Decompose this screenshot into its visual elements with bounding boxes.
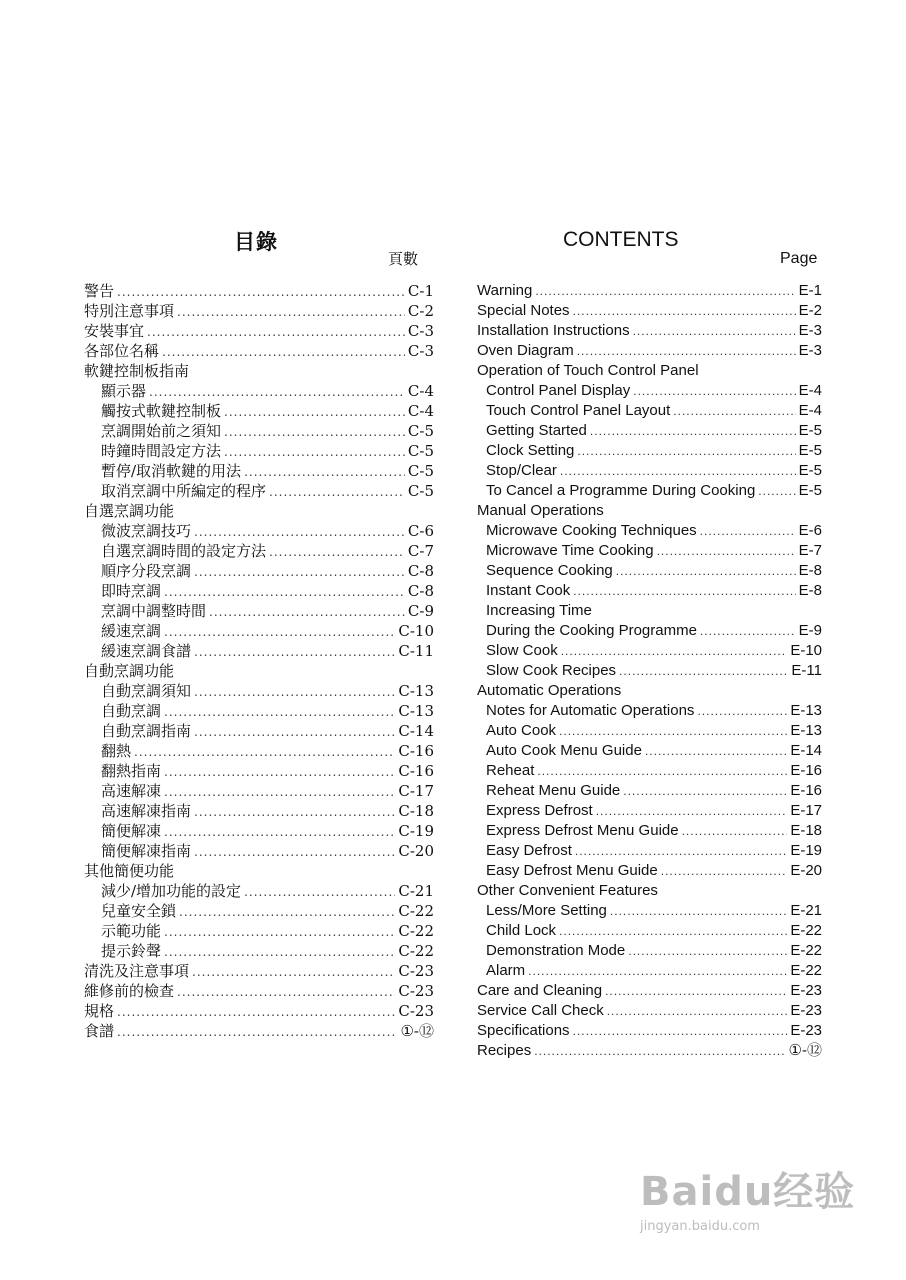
toc-entry-label: 食譜 xyxy=(84,1022,115,1040)
dot-leader xyxy=(244,882,395,902)
toc-entry-page: C-19 xyxy=(398,822,434,840)
toc-entry-label: 微波烹調技巧 xyxy=(101,522,192,540)
toc-entry-page: E-16 xyxy=(790,782,822,799)
toc-entry xyxy=(84,681,434,701)
toc-entry-label: 緩速烹調食譜 xyxy=(101,642,192,660)
toc-entry-page: C-5 xyxy=(407,482,434,500)
toc-entry xyxy=(84,801,434,821)
toc-entry-label: 其他簡便功能 xyxy=(84,862,175,880)
toc-entry xyxy=(477,821,822,841)
toc-entry-label: 緩速烹調 xyxy=(101,622,162,640)
toc-entry-label: Easy Defrost xyxy=(486,842,572,859)
toc-entry xyxy=(477,781,822,801)
dot-leader xyxy=(164,582,405,602)
toc-entry-label: Stop/Clear xyxy=(486,462,557,479)
toc-entry-page: C-16 xyxy=(398,742,434,760)
dot-leader xyxy=(645,741,787,761)
dot-leader xyxy=(194,562,405,582)
dot-leader xyxy=(633,381,795,401)
toc-entry xyxy=(477,641,822,661)
toc-entry-page: C-4 xyxy=(407,402,434,420)
toc-entry-label: During the Cooking Programme xyxy=(486,622,697,639)
toc-entry-label: Auto Cook xyxy=(486,722,557,739)
toc-entry xyxy=(477,761,822,781)
toc-entry-label: 簡便解凍 xyxy=(101,822,162,840)
dot-leader xyxy=(628,941,787,961)
toc-entry xyxy=(477,841,822,861)
toc-entry-page: C-17 xyxy=(398,782,434,800)
toc-entry xyxy=(477,401,822,421)
toc-entry xyxy=(477,301,822,321)
toc-entry-label: Specifications xyxy=(477,1022,570,1039)
toc-entry xyxy=(84,921,434,941)
toc-entry-label: Installation Instructions xyxy=(477,322,630,339)
toc-entry-label: Slow Cook xyxy=(486,642,558,659)
toc-entry xyxy=(84,421,434,441)
toc-entry xyxy=(84,281,434,301)
toc-entry-label: Special Notes xyxy=(477,302,570,319)
toc-entry-label: 自動烹調須知 xyxy=(101,682,192,700)
toc-entry-label: Service Call Check xyxy=(477,1002,604,1019)
toc-entry xyxy=(477,921,822,941)
toc-entry-page: E-22 xyxy=(790,942,822,959)
dot-leader xyxy=(117,1022,397,1042)
chinese-page-header: 頁數 xyxy=(388,250,419,268)
english-toc-list xyxy=(477,281,822,1061)
toc-entry xyxy=(477,321,822,341)
toc-entry xyxy=(84,541,434,561)
toc-entry-label: Operation of Touch Control Panel xyxy=(477,362,699,379)
toc-entry-page: E-23 xyxy=(790,982,822,999)
toc-entry-label: Oven Diagram xyxy=(477,342,574,359)
toc-entry xyxy=(84,441,434,461)
toc-entry-label: 提示鈴聲 xyxy=(101,942,162,960)
toc-entry xyxy=(477,601,822,621)
toc-entry-page: C-22 xyxy=(398,942,434,960)
toc-entry-page: C-5 xyxy=(407,462,434,480)
toc-entry-label: Touch Control Panel Layout xyxy=(486,402,671,419)
toc-entry xyxy=(84,601,434,621)
dot-leader xyxy=(177,982,395,1002)
dot-leader xyxy=(164,942,395,962)
dot-leader xyxy=(117,282,405,302)
dot-leader xyxy=(577,441,795,461)
toc-entry-label: Getting Started xyxy=(486,422,587,439)
watermark-brand: Baidu经验 xyxy=(640,1169,856,1215)
toc-entry-label: 翻熱 xyxy=(101,742,132,760)
toc-entry-label: 各部位名稱 xyxy=(84,342,160,360)
toc-entry xyxy=(84,581,434,601)
toc-entry xyxy=(477,981,822,1001)
baidu-watermark xyxy=(640,1160,855,1234)
toc-entry xyxy=(477,421,822,441)
toc-entry-page: E-22 xyxy=(790,922,822,939)
toc-entry-page: C-2 xyxy=(407,302,434,320)
toc-entry-label: 清洗及注意事項 xyxy=(84,962,190,980)
toc-entry xyxy=(84,861,434,881)
dot-leader xyxy=(194,842,395,862)
toc-entry xyxy=(477,621,822,641)
dot-leader xyxy=(244,462,405,482)
dot-leader xyxy=(209,602,405,622)
dot-leader xyxy=(616,561,796,581)
toc-entry-page: E-13 xyxy=(790,702,822,719)
dot-leader xyxy=(534,1041,785,1061)
toc-entry xyxy=(84,321,434,341)
toc-entry-label: Clock Setting xyxy=(486,442,575,459)
toc-entry-page: C-23 xyxy=(398,1002,434,1020)
chinese-toc-title: 目錄 xyxy=(234,230,278,254)
toc-entry xyxy=(84,941,434,961)
dot-leader xyxy=(697,701,787,721)
toc-entry xyxy=(477,701,822,721)
toc-entry xyxy=(477,961,822,981)
toc-entry-page: E-3 xyxy=(798,322,822,339)
dot-leader xyxy=(162,342,405,362)
dot-leader xyxy=(528,961,787,981)
toc-entry-page: C-5 xyxy=(407,442,434,460)
toc-entry-label: Reheat Menu Guide xyxy=(486,782,621,799)
dot-leader xyxy=(164,622,395,642)
toc-entry xyxy=(84,621,434,641)
toc-entry-page: C-20 xyxy=(398,842,434,860)
toc-entry-label: 自選烹調時間的設定方法 xyxy=(101,542,267,560)
dot-leader xyxy=(194,802,395,822)
toc-entry-page: C-22 xyxy=(398,902,434,920)
dot-leader xyxy=(134,742,395,762)
toc-entry-page: ①-⑫ xyxy=(788,1042,822,1059)
toc-entry xyxy=(84,1021,434,1041)
dot-leader xyxy=(605,981,787,1001)
toc-entry-label: Child Lock xyxy=(486,922,557,939)
toc-entry-label: 安裝事宜 xyxy=(84,322,145,340)
toc-entry-label: Warning xyxy=(477,282,533,299)
toc-entry-page: C-1 xyxy=(407,282,434,300)
toc-entry-page: E-1 xyxy=(798,282,822,299)
toc-entry-label: Reheat xyxy=(486,762,535,779)
toc-entry-page: C-5 xyxy=(407,422,434,440)
toc-entry-page: E-19 xyxy=(790,842,822,859)
toc-entry-label: Express Defrost xyxy=(486,802,593,819)
toc-entry-page: C-13 xyxy=(398,702,434,720)
dot-leader xyxy=(573,301,796,321)
toc-entry xyxy=(477,541,822,561)
toc-entry-label: Sequence Cooking xyxy=(486,562,613,579)
toc-entry-label: Slow Cook Recipes xyxy=(486,662,617,679)
toc-entry-page: C-11 xyxy=(398,642,434,660)
dot-leader xyxy=(561,641,788,661)
toc-entry-label: 警告 xyxy=(84,282,115,300)
toc-entry xyxy=(477,501,822,521)
toc-entry-label: 規格 xyxy=(84,1002,115,1020)
dot-leader xyxy=(700,621,796,641)
toc-entry xyxy=(84,781,434,801)
toc-entry-label: To Cancel a Programme During Cooking xyxy=(486,482,756,499)
toc-entry-page: E-9 xyxy=(798,622,822,639)
toc-entry xyxy=(84,841,434,861)
toc-entry-label: Less/More Setting xyxy=(486,902,607,919)
watermark-url: jingyan.baidu.com xyxy=(640,1219,760,1234)
dot-leader xyxy=(559,721,787,741)
dot-leader xyxy=(559,921,787,941)
toc-entry xyxy=(84,961,434,981)
dot-leader xyxy=(619,661,788,681)
toc-entry-page: E-17 xyxy=(790,802,822,819)
dot-leader xyxy=(700,521,796,541)
toc-entry-page: C-23 xyxy=(398,982,434,1000)
toc-entry-label: 減少/增加功能的設定 xyxy=(101,882,242,900)
dot-leader xyxy=(224,402,405,422)
toc-entry-label: 自動烹調 xyxy=(101,702,162,720)
toc-entry-label: 取消烹調中所編定的程序 xyxy=(101,482,267,500)
toc-entry-label: 烹調中調整時間 xyxy=(101,602,207,620)
dot-leader xyxy=(661,861,788,881)
toc-entry-label: Auto Cook Menu Guide xyxy=(486,742,642,759)
toc-entry-page: C-3 xyxy=(407,342,434,360)
toc-entry-page: C-4 xyxy=(407,382,434,400)
dot-leader xyxy=(147,322,405,342)
dot-leader xyxy=(164,762,395,782)
toc-entry-label: Increasing Time xyxy=(486,602,592,619)
toc-entry xyxy=(477,661,822,681)
toc-entry-page: E-22 xyxy=(790,962,822,979)
dot-leader xyxy=(682,821,788,841)
toc-entry-page: E-21 xyxy=(790,902,822,919)
dot-leader xyxy=(224,422,405,442)
toc-entry xyxy=(477,1041,822,1061)
toc-entry xyxy=(477,441,822,461)
toc-entry xyxy=(84,821,434,841)
toc-entry xyxy=(84,301,434,321)
toc-entry-page: C-16 xyxy=(398,762,434,780)
toc-entry-page: C-8 xyxy=(407,562,434,580)
toc-entry-label: Demonstration Mode xyxy=(486,942,626,959)
toc-entry-page: C-8 xyxy=(407,582,434,600)
toc-entry-page: C-7 xyxy=(407,542,434,560)
toc-entry-page: E-4 xyxy=(798,402,822,419)
toc-entry-label: Automatic Operations xyxy=(477,682,622,699)
toc-entry-label: 顯示器 xyxy=(101,382,147,400)
toc-entry-label: Manual Operations xyxy=(477,502,604,519)
toc-entry xyxy=(477,481,822,501)
toc-entry xyxy=(84,661,434,681)
toc-entry-page: E-6 xyxy=(798,522,822,539)
toc-entry xyxy=(84,741,434,761)
dot-leader xyxy=(179,902,395,922)
toc-entry-label: 翻熱指南 xyxy=(101,762,162,780)
toc-entry xyxy=(84,901,434,921)
toc-entry-label: 暫停/取消軟鍵的用法 xyxy=(101,462,242,480)
toc-entry-label: 自動烹調功能 xyxy=(84,662,175,680)
toc-entry xyxy=(477,281,822,301)
toc-entry xyxy=(477,741,822,761)
toc-entry-page: E-23 xyxy=(790,1002,822,1019)
toc-entry-label: Other Convenient Features xyxy=(477,882,658,899)
dot-leader xyxy=(177,302,405,322)
toc-entry xyxy=(477,901,822,921)
toc-entry-page: ①-⑫ xyxy=(400,1022,434,1040)
toc-entry xyxy=(84,461,434,481)
toc-entry xyxy=(477,941,822,961)
dot-leader xyxy=(573,581,795,601)
toc-entry xyxy=(84,761,434,781)
dot-leader xyxy=(537,761,787,781)
toc-entry-page: C-22 xyxy=(398,922,434,940)
toc-entry-label: 兒童安全鎖 xyxy=(101,902,177,920)
toc-entry-page: E-20 xyxy=(790,862,822,879)
toc-entry xyxy=(477,1021,822,1041)
toc-entry-page: E-5 xyxy=(798,482,822,499)
toc-entry xyxy=(477,861,822,881)
toc-entry xyxy=(84,981,434,1001)
toc-entry-page: E-5 xyxy=(798,462,822,479)
dot-leader xyxy=(758,481,795,501)
dot-leader xyxy=(164,782,395,802)
toc-entry xyxy=(477,881,822,901)
dot-leader xyxy=(633,321,796,341)
toc-entry-label: 時鐘時間設定方法 xyxy=(101,442,222,460)
toc-entry-label: 自動烹調指南 xyxy=(101,722,192,740)
chinese-toc-list xyxy=(84,281,434,1041)
toc-entry xyxy=(477,581,822,601)
dot-leader xyxy=(673,401,795,421)
toc-entry-label: Recipes xyxy=(477,1042,532,1059)
dot-leader xyxy=(224,442,405,462)
dot-leader xyxy=(192,962,395,982)
dot-leader xyxy=(164,922,395,942)
toc-entry xyxy=(477,681,822,701)
dot-leader xyxy=(573,1021,788,1041)
toc-entry-label: Microwave Time Cooking xyxy=(486,542,654,559)
dot-leader xyxy=(194,722,395,742)
toc-entry xyxy=(84,361,434,381)
toc-entry-page: E-7 xyxy=(798,542,822,559)
toc-entry-label: Notes for Automatic Operations xyxy=(486,702,695,719)
toc-entry xyxy=(84,721,434,741)
toc-entry-label: 烹調開始前之須知 xyxy=(101,422,222,440)
toc-entry-page: E-8 xyxy=(798,562,822,579)
dot-leader xyxy=(269,482,405,502)
toc-entry-page: C-23 xyxy=(398,962,434,980)
toc-entry xyxy=(477,341,822,361)
toc-entry xyxy=(477,381,822,401)
dot-leader xyxy=(590,421,796,441)
dot-leader xyxy=(535,281,795,301)
toc-entry-label: Express Defrost Menu Guide xyxy=(486,822,679,839)
dot-leader xyxy=(560,461,796,481)
toc-entry xyxy=(477,561,822,581)
toc-entry xyxy=(84,561,434,581)
toc-entry-page: E-16 xyxy=(790,762,822,779)
toc-entry-page: C-14 xyxy=(398,722,434,740)
toc-entry xyxy=(477,801,822,821)
toc-entry-page: E-3 xyxy=(798,342,822,359)
toc-entry-page: E-18 xyxy=(790,822,822,839)
dot-leader xyxy=(623,781,787,801)
toc-entry-page: E-10 xyxy=(790,642,822,659)
toc-entry-label: Easy Defrost Menu Guide xyxy=(486,862,658,879)
toc-entry-label: 觸按式軟鍵控制板 xyxy=(101,402,222,420)
toc-entry-page: E-5 xyxy=(798,422,822,439)
toc-entry-page: E-13 xyxy=(790,722,822,739)
dot-leader xyxy=(596,801,788,821)
dot-leader xyxy=(194,642,395,662)
toc-entry xyxy=(477,461,822,481)
toc-entry xyxy=(477,1001,822,1021)
toc-entry-label: Control Panel Display xyxy=(486,382,631,399)
toc-entry-page: C-9 xyxy=(407,602,434,620)
toc-entry xyxy=(84,341,434,361)
toc-entry xyxy=(84,381,434,401)
toc-entry xyxy=(477,361,822,381)
toc-entry-page: E-4 xyxy=(798,382,822,399)
english-toc-title: CONTENTS xyxy=(563,228,679,251)
dot-leader xyxy=(575,841,787,861)
toc-entry-label: 特別注意事項 xyxy=(84,302,175,320)
toc-entry xyxy=(84,401,434,421)
toc-entry-page: E-5 xyxy=(798,442,822,459)
toc-entry-page: C-21 xyxy=(398,882,434,900)
toc-entry xyxy=(84,881,434,901)
toc-entry-page: E-23 xyxy=(790,1022,822,1039)
toc-entry-page: C-13 xyxy=(398,682,434,700)
dot-leader xyxy=(194,682,395,702)
toc-entry-label: 高速解凍 xyxy=(101,782,162,800)
toc-entry-label: Microwave Cooking Techniques xyxy=(486,522,697,539)
toc-entry xyxy=(84,641,434,661)
toc-entry-page: C-10 xyxy=(398,622,434,640)
toc-entry-label: 維修前的檢查 xyxy=(84,982,175,1000)
toc-entry xyxy=(477,721,822,741)
dot-leader xyxy=(657,541,796,561)
toc-entry xyxy=(477,521,822,541)
toc-entry-label: 示範功能 xyxy=(101,922,162,940)
dot-leader xyxy=(164,702,395,722)
toc-entry-label: Care and Cleaning xyxy=(477,982,603,999)
toc-entry-page: C-18 xyxy=(398,802,434,820)
toc-entry-label: 簡便解凍指南 xyxy=(101,842,192,860)
toc-entry-label: 高速解凍指南 xyxy=(101,802,192,820)
toc-entry-label: 即時烹調 xyxy=(101,582,162,600)
toc-entry-page: E-8 xyxy=(798,582,822,599)
dot-leader xyxy=(149,382,405,402)
toc-entry-page: E-11 xyxy=(791,662,822,679)
english-page-header: Page xyxy=(780,250,818,267)
toc-entry-page: E-2 xyxy=(798,302,822,319)
toc-entry-page: C-3 xyxy=(407,322,434,340)
toc-entry-label: Instant Cook xyxy=(486,582,571,599)
toc-entry xyxy=(84,521,434,541)
toc-entry-page: E-14 xyxy=(790,742,822,759)
toc-entry-label: 順序分段烹調 xyxy=(101,562,192,580)
toc-entry-label: 軟鍵控制板指南 xyxy=(84,362,190,380)
toc-entry-page: C-6 xyxy=(407,522,434,540)
dot-leader xyxy=(610,901,787,921)
dot-leader xyxy=(269,542,405,562)
toc-entry xyxy=(84,501,434,521)
toc-entry xyxy=(84,1001,434,1021)
dot-leader xyxy=(607,1001,788,1021)
dot-leader xyxy=(194,522,405,542)
toc-entry xyxy=(84,701,434,721)
toc-entry xyxy=(84,481,434,501)
toc-entry-label: Alarm xyxy=(486,962,526,979)
dot-leader xyxy=(577,341,796,361)
dot-leader xyxy=(164,822,395,842)
dot-leader xyxy=(117,1002,395,1022)
toc-entry-label: 自選烹調功能 xyxy=(84,502,175,520)
